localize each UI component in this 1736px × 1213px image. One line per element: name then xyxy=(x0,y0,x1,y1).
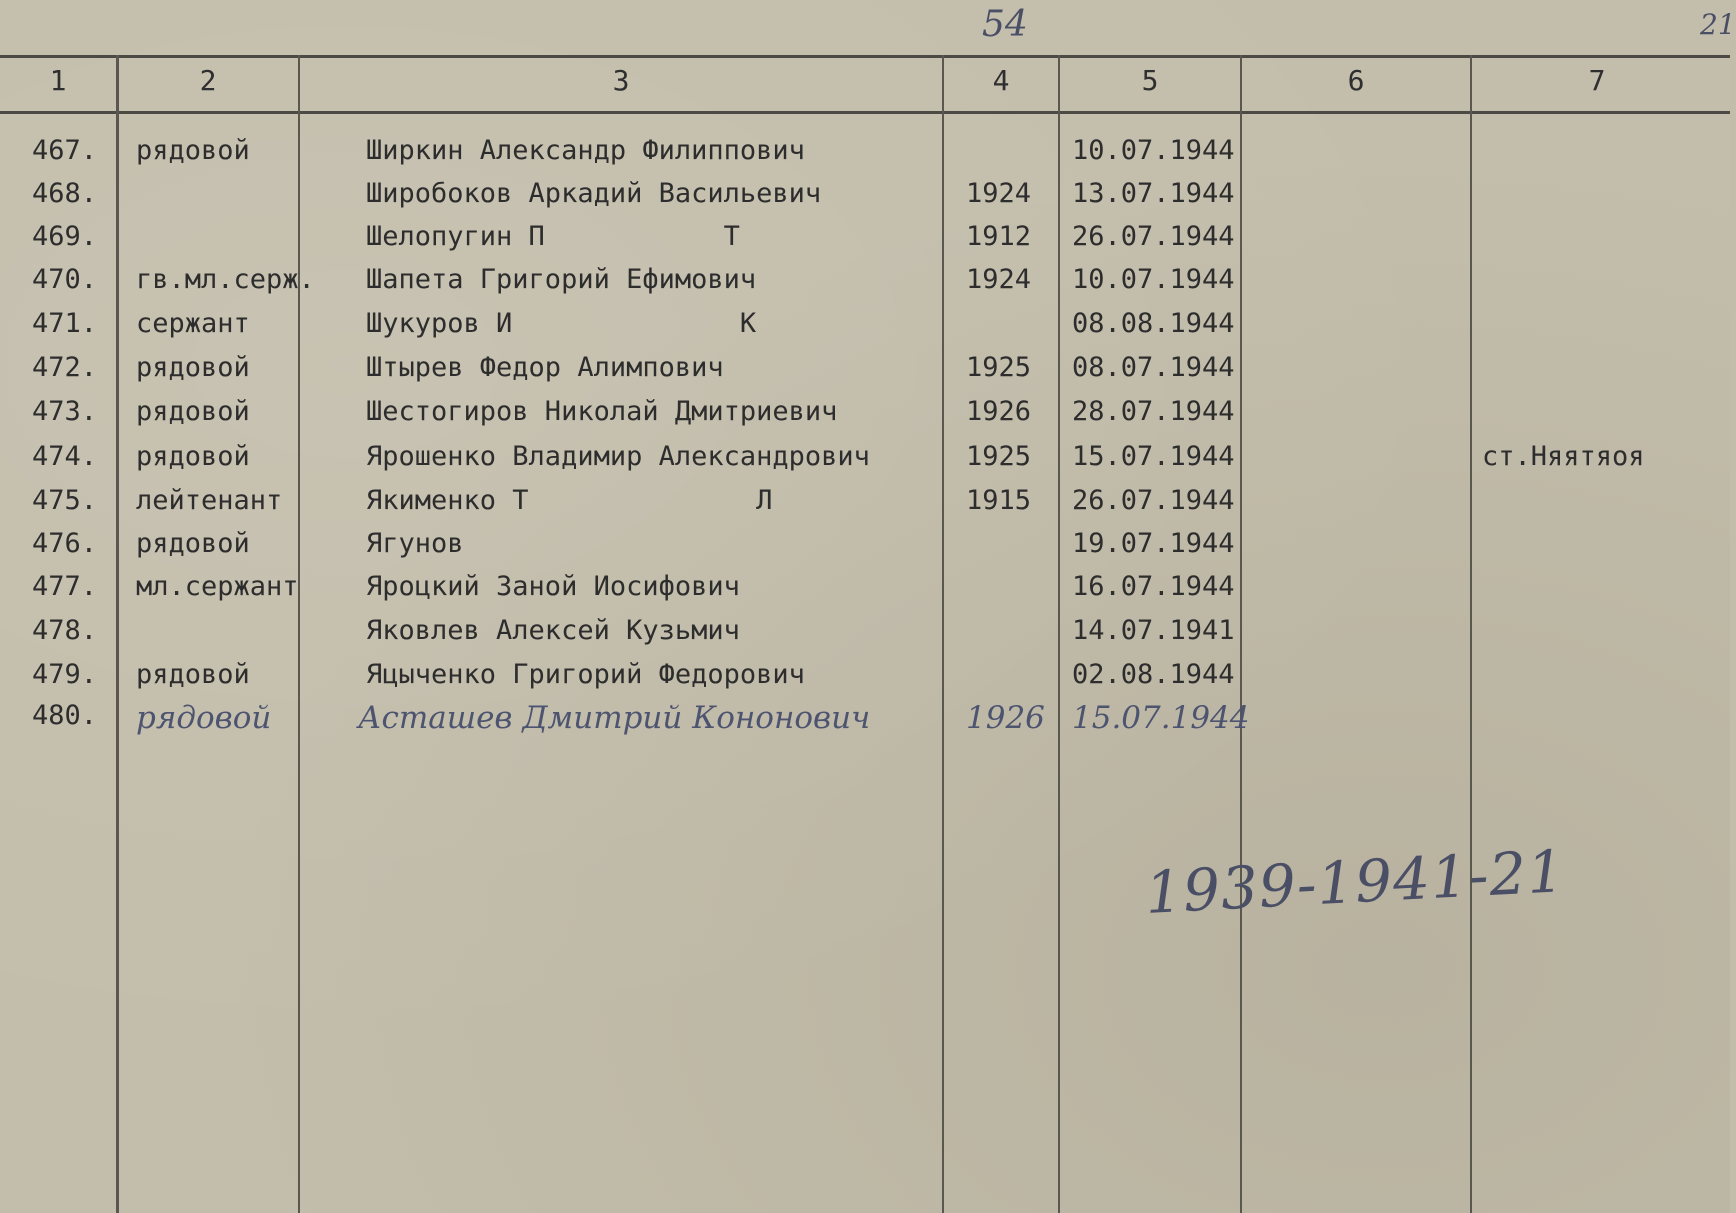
row-number: 476. xyxy=(32,528,98,559)
table-row xyxy=(0,396,1730,432)
row-date: 08.07.1944 xyxy=(1072,352,1235,383)
row-year: 1925 xyxy=(966,441,1032,472)
row-date: 28.07.1944 xyxy=(1072,396,1235,427)
table-row xyxy=(0,485,1730,521)
row-name: Широбоков Аркадий Васильевич xyxy=(366,178,822,209)
table-row xyxy=(0,308,1730,344)
row-date: 14.07.1941 xyxy=(1072,615,1235,646)
table-row xyxy=(0,264,1730,300)
row-name: Якименко Т Л xyxy=(366,485,773,516)
table-row xyxy=(0,352,1730,388)
row-year: 1924 xyxy=(966,178,1032,209)
row-rank: рядовой xyxy=(136,441,250,472)
row-date: 13.07.1944 xyxy=(1072,178,1235,209)
table-row xyxy=(0,221,1730,257)
row-rank: сержант xyxy=(136,308,250,339)
row-date: 19.07.1944 xyxy=(1072,528,1235,559)
row-name: Асташев Дмитрий Кононович xyxy=(358,700,871,736)
row-year: 1925 xyxy=(966,352,1032,383)
row-rank: рядовой xyxy=(136,396,250,427)
row-number: 479. xyxy=(32,659,98,690)
row-name: Яковлев Алексей Кузьмич xyxy=(366,615,740,646)
row-year: 1926 xyxy=(966,396,1032,427)
row-name: Шестогиров Николай Дмитриевич xyxy=(366,396,838,427)
table-row xyxy=(0,528,1730,564)
row-year: 1912 xyxy=(966,221,1032,252)
row-name: Ярошенко Владимир Александрович xyxy=(366,441,870,472)
column-header-6: 6 xyxy=(1347,64,1365,97)
row-year: 1924 xyxy=(966,264,1032,295)
row-number: 469. xyxy=(32,221,98,252)
row-number: 471. xyxy=(32,308,98,339)
table-row xyxy=(0,659,1730,695)
column-header-2: 2 xyxy=(199,64,217,97)
row-number: 473. xyxy=(32,396,98,427)
column-header-1: 1 xyxy=(49,64,67,97)
row-number: 474. xyxy=(32,441,98,472)
table-row xyxy=(0,615,1730,651)
row-date: 26.07.1944 xyxy=(1072,485,1235,516)
row-name: Ягунов xyxy=(366,528,464,559)
row-rank: гв.мл.серж. xyxy=(136,264,315,295)
row-name: Шапета Григорий Ефимович xyxy=(366,264,757,295)
row-date: 26.07.1944 xyxy=(1072,221,1235,252)
column-header-4: 4 xyxy=(992,64,1010,97)
row-date: 08.08.1944 xyxy=(1072,308,1235,339)
row-rank: рядовой xyxy=(136,135,250,166)
row-name: Яроцкий Заной Иосифович xyxy=(366,571,740,602)
archive-note: 1939-1941-21 xyxy=(1143,837,1567,927)
row-number: 477. xyxy=(32,571,98,602)
row-date: 10.07.1944 xyxy=(1072,264,1235,295)
table-row xyxy=(0,178,1730,214)
row-date: 15.07.1944 xyxy=(1072,700,1250,736)
row-date: 16.07.1944 xyxy=(1072,571,1235,602)
table-row xyxy=(0,441,1730,477)
row-date: 15.07.1944 xyxy=(1072,441,1235,472)
row-year: 1915 xyxy=(966,485,1032,516)
row-number: 468. xyxy=(32,178,98,209)
row-number: 480. xyxy=(32,700,98,731)
row-rank: рядовой xyxy=(136,700,272,736)
row-rank: рядовой xyxy=(136,528,250,559)
column-header-5: 5 xyxy=(1141,64,1159,97)
table-row xyxy=(0,700,1730,740)
row-number: 472. xyxy=(32,352,98,383)
page-number: 54 xyxy=(982,4,1028,45)
row-year: 1926 xyxy=(966,700,1045,736)
row-place: ст.Няятяоя xyxy=(1482,441,1645,472)
table-row xyxy=(0,135,1730,171)
column-header-7: 7 xyxy=(1588,64,1606,97)
column-header-3: 3 xyxy=(612,64,630,97)
row-name: Шелопугин П Т xyxy=(366,221,740,252)
row-name: Шукуров И К xyxy=(366,308,757,339)
row-number: 478. xyxy=(32,615,98,646)
row-name: Штырев Федор Алимпович xyxy=(366,352,724,383)
row-date: 02.08.1944 xyxy=(1072,659,1235,690)
row-name: Ширкин Александр Филиппович xyxy=(366,135,805,166)
row-name: Яцыченко Григорий Федорович xyxy=(366,659,805,690)
row-rank: мл.сержант xyxy=(136,571,299,602)
corner-mark: 21 xyxy=(1700,8,1736,41)
row-number: 467. xyxy=(32,135,98,166)
row-rank: рядовой xyxy=(136,659,250,690)
row-rank: рядовой xyxy=(136,352,250,383)
row-number: 470. xyxy=(32,264,98,295)
row-rank: лейтенант xyxy=(136,485,283,516)
row-number: 475. xyxy=(32,485,98,516)
row-date: 10.07.1944 xyxy=(1072,135,1235,166)
table-row xyxy=(0,571,1730,607)
